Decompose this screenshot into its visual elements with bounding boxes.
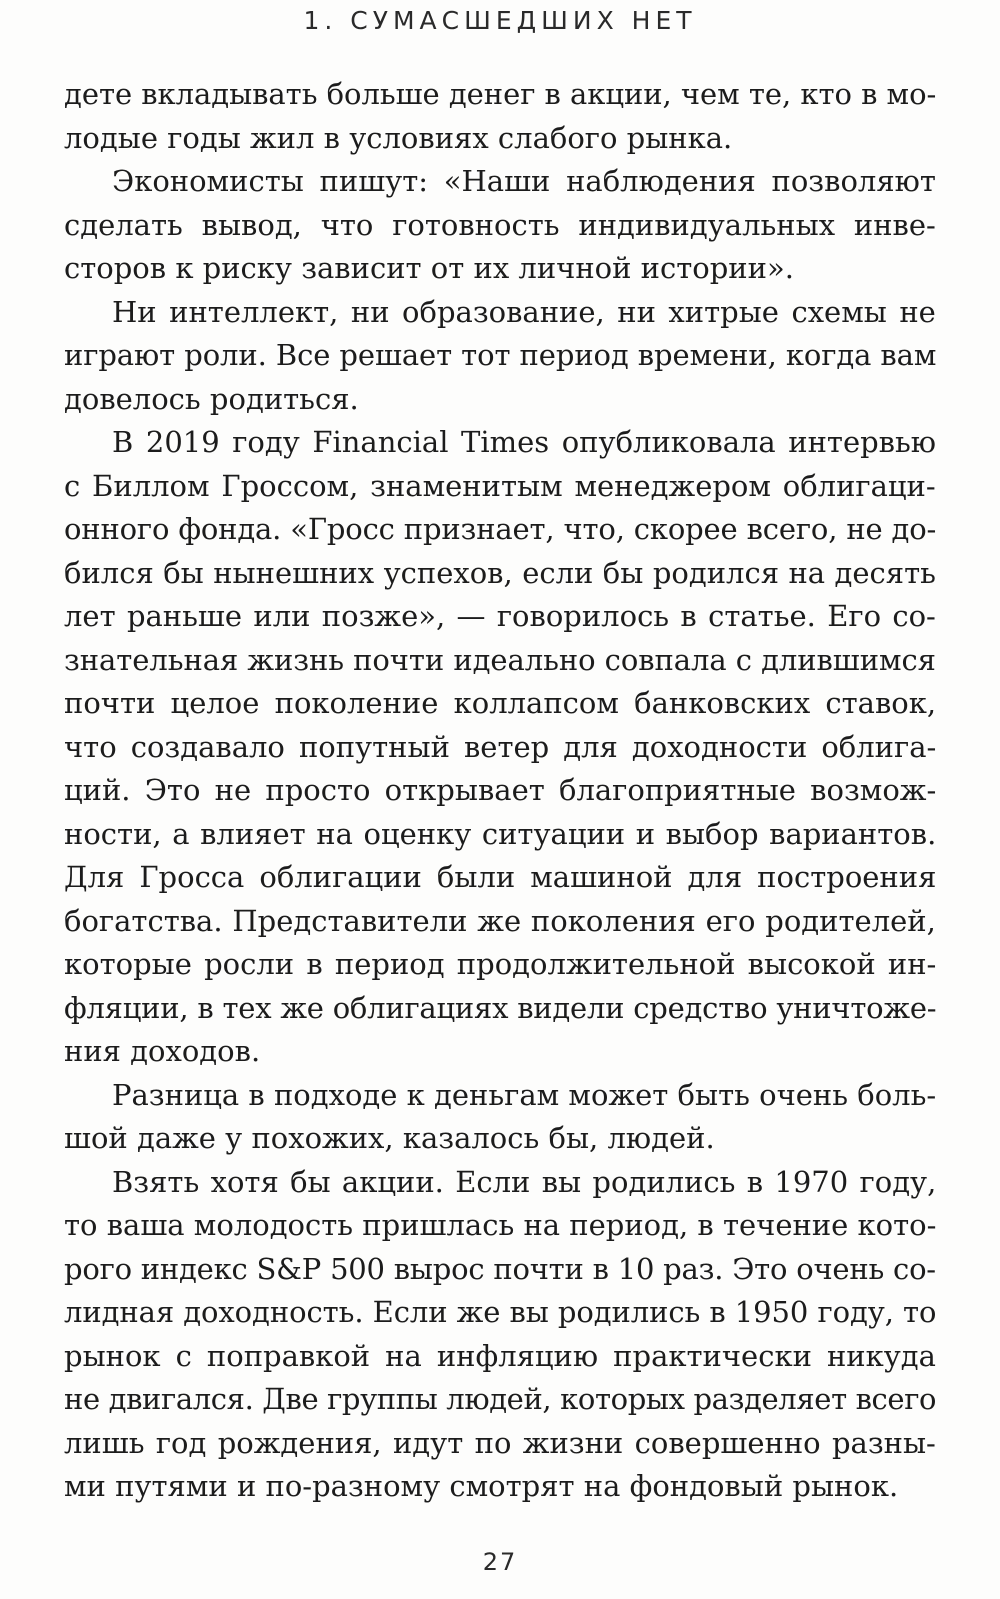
page-number: 27 <box>482 1548 518 1576</box>
text-line: дете вкладывать больше денег в акции, чем те, кто в мо- <box>64 77 937 111</box>
text-line: Ни интеллект, ни образование, ни хитрые схемы не <box>112 294 936 329</box>
text-line: сделать вывод, что готовность индивидуальных инве- <box>64 207 936 242</box>
text-line: бился бы нынешних успехов, если бы родился на десять <box>64 555 936 590</box>
text-line: ности, а влияет на оценку ситуации и выбор вариантов. <box>64 816 937 851</box>
text-line: богатства. Представители же поколения его родителей, <box>64 903 936 938</box>
text-line: не двигался. Две группы людей, которых разделяет всего <box>64 1382 937 1416</box>
text-line: ми путями и по-разному смотрят на фондовый рынок. <box>64 1469 899 1503</box>
text-line: лидная доходность. Если же вы родились в 1950 году, то <box>64 1295 937 1329</box>
text-line: онного фонда. «Гросс признает, что, скорее всего, не до- <box>64 512 937 546</box>
paragraph <box>64 1161 936 1509</box>
text-line: то ваша молодость пришлась на период, в течение кото- <box>64 1208 937 1242</box>
text-line: шой даже у похожих, казалось бы, людей. <box>64 1121 715 1155</box>
text-line: Взять хотя бы акции. Если вы родились в 1970 году, <box>112 1164 937 1199</box>
text-line: почти целое поколение коллапсом банковских ставок, <box>64 686 937 720</box>
body-text <box>64 73 936 1509</box>
text-line: лет раньше или позже», — говорилось в статье. Его со- <box>64 599 936 633</box>
running-head: 1. СУМАСШЕДШИХ НЕТ <box>303 6 697 35</box>
paragraph <box>64 160 936 291</box>
text-line: ния доходов. <box>64 1034 261 1068</box>
text-line: которые росли в период продолжительной высокой ин- <box>64 947 937 981</box>
text-line: Разница в подходе к деньгам может быть очень боль- <box>112 1077 937 1112</box>
text-line: лишь год рождения, идут по жизни совершенно разны- <box>64 1425 936 1460</box>
text-line: что создавало попутный ветер для доходности облига- <box>64 729 937 764</box>
text-line: Экономисты пишут: «Наши наблюдения позволяют <box>112 164 936 198</box>
text-line: рынок с поправкой на инфляцию практически никуда <box>64 1338 936 1373</box>
text-line: играют роли. Все решает тот период времени, когда вам <box>64 338 937 372</box>
text-line: с Биллом Гроссом, знаменитым менеджером облигаци- <box>64 468 936 503</box>
text-line: лодые годы жил в условиях слабого рынка. <box>64 120 733 155</box>
paragraph <box>64 1074 936 1161</box>
paragraph <box>64 291 936 422</box>
paragraph <box>64 73 936 160</box>
text-line: Для Гросса облигации были машиной для построения <box>64 860 937 894</box>
text-line: В 2019 году Financial Times опубликовала интервью <box>112 425 937 459</box>
text-line: довелось родиться. <box>64 381 359 416</box>
text-line: сторов к риску зависит от их личной истории». <box>64 251 794 285</box>
text-line: рого индекс S&P 500 вырос почти в 10 раз. Это очень со- <box>64 1251 936 1286</box>
text-line: знательная жизнь почти идеально совпала с длившимся <box>64 642 936 677</box>
text-line: ций. Это не просто открывает благоприятные возмож- <box>64 773 937 807</box>
text-line: фляции, в тех же облигациях видели средство уничтоже- <box>64 990 937 1025</box>
paragraph <box>64 421 936 1074</box>
